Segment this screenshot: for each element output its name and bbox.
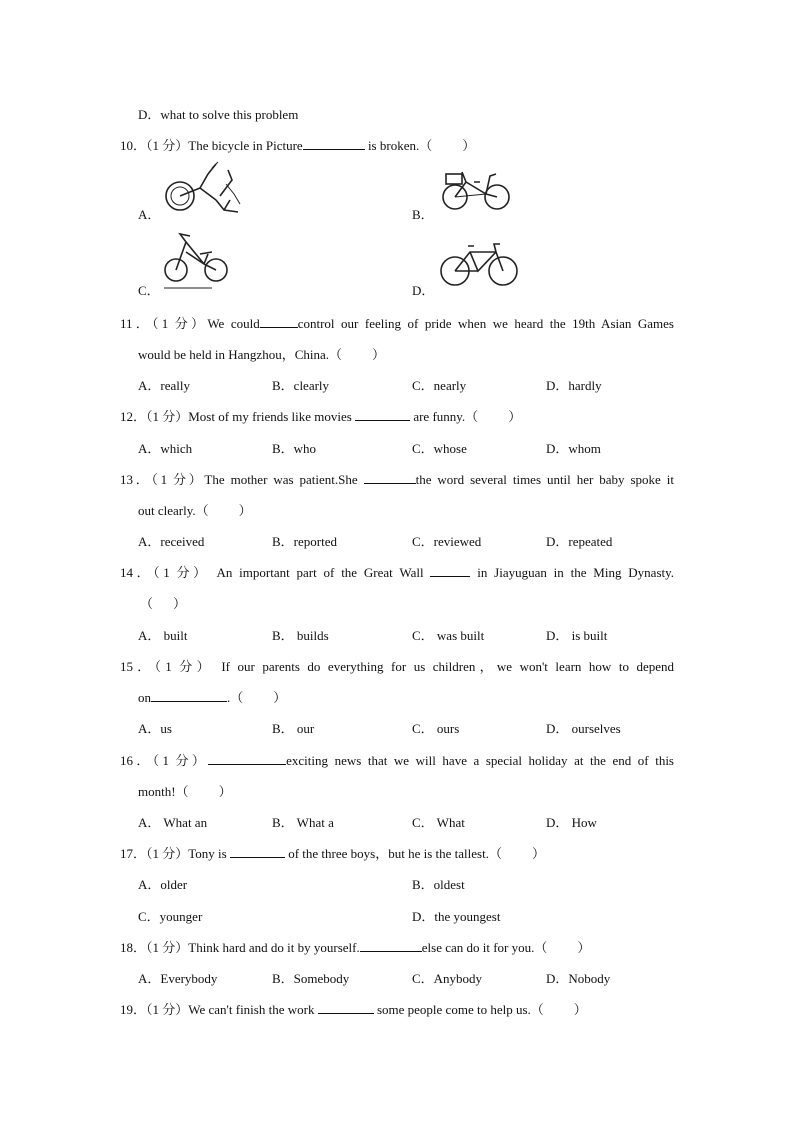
answer-blank: [364, 472, 416, 484]
bicycle-with-basket-icon: [440, 164, 514, 214]
q16-option-d[interactable]: D． How: [546, 815, 597, 830]
q14-option-a[interactable]: A． built: [138, 628, 188, 643]
children-bicycle-icon: [160, 230, 236, 292]
question-10: 10．（1 分）The bicycle in Picture is broken.（ ）: [120, 138, 476, 153]
q17-option-a[interactable]: A．older: [138, 877, 188, 892]
q13-option-d[interactable]: D．repeated: [546, 534, 613, 549]
q18-option-b[interactable]: B．Somebody: [272, 971, 350, 986]
q10-option-c[interactable]: C．: [138, 283, 160, 298]
q13-option-b[interactable]: B．reported: [272, 534, 337, 549]
q15-option-d[interactable]: D． ourselves: [546, 721, 621, 736]
answer-blank: [355, 409, 410, 421]
question-17: 17．（1 分）Tony is of the three boys，but he is the tallest.（ ）: [120, 846, 545, 861]
q15-option-b[interactable]: B． our: [272, 721, 315, 736]
q16-option-a[interactable]: A． What an: [138, 815, 208, 830]
question-13-continued: out clearly.（ ）: [138, 503, 252, 518]
q12-option-d[interactable]: D．whom: [546, 441, 601, 456]
question-11: 11．（1 分）We could control our feeling of pride when we heard the 19th Asian Games: [120, 316, 674, 331]
q10-option-a[interactable]: A．: [138, 207, 161, 222]
q11-option-c[interactable]: C．nearly: [412, 378, 467, 393]
question-14: 14．（1 分） An important part of the Great Wall in Jiayuguan in the Ming Dynasty.: [120, 565, 675, 580]
q17-option-d[interactable]: D．the youngest: [412, 909, 501, 924]
q11-option-d[interactable]: D．hardly: [546, 378, 602, 393]
q16-option-c[interactable]: C． What: [412, 815, 465, 830]
q13-option-c[interactable]: C．reviewed: [412, 534, 482, 549]
question-16: 16．（1 分） exciting news that we will have a special holiday at the end of this: [120, 753, 674, 768]
broken-bicycle-icon: [160, 160, 244, 216]
q12-option-c[interactable]: C．whose: [412, 441, 467, 456]
q12-option-a[interactable]: A．which: [138, 441, 193, 456]
answer-blank: [260, 316, 298, 328]
question-15: 15．（1 分） If our parents do everything for us children，we won't learn how to depend: [120, 659, 674, 674]
q10-option-d[interactable]: D．: [412, 283, 435, 298]
answer-blank: [151, 690, 227, 702]
q18-option-d[interactable]: D．Nobody: [546, 971, 611, 986]
question-14-continued: （ ）: [140, 596, 187, 611]
q15-option-c[interactable]: C． ours: [412, 721, 460, 736]
answer-blank: [318, 1002, 374, 1014]
q14-option-d[interactable]: D． is built: [546, 628, 608, 643]
q18-option-a[interactable]: A．Everybody: [138, 971, 218, 986]
answer-blank: [430, 565, 470, 577]
answer-blank: [230, 846, 285, 858]
prev-option-d: D．what to solve this problem: [138, 107, 299, 122]
question-16-continued: month!（ ）: [138, 784, 232, 799]
q14-option-c[interactable]: C． was built: [412, 628, 485, 643]
question-13: 13．（1 分）The mother was patient.She the word several times until her baby spoke it: [120, 472, 674, 487]
q15-option-a[interactable]: A．us: [138, 721, 172, 736]
question-11-continued: would be held in Hangzhou，China.（ ）: [138, 347, 386, 362]
answer-blank: [208, 753, 286, 765]
question-15-continued: on .（ ）: [138, 690, 287, 705]
q17-option-b[interactable]: B．oldest: [412, 877, 465, 892]
q12-option-b[interactable]: B．who: [272, 441, 317, 456]
answer-blank: [303, 138, 365, 150]
q11-option-b[interactable]: B．clearly: [272, 378, 330, 393]
q16-option-b[interactable]: B． What a: [272, 815, 334, 830]
question-19: 19．（1 分）We can't finish the work some people come to help us.（ ）: [120, 1002, 587, 1017]
q18-option-c[interactable]: C．Anybody: [412, 971, 483, 986]
question-18: 18．（1 分）Think hard and do it by yourself. else can do it for you.（ ）: [120, 940, 591, 955]
answer-blank: [360, 940, 422, 952]
question-12: 12．（1 分）Most of my friends like movies are funny.（ ）: [120, 409, 522, 424]
q17-option-c[interactable]: C．younger: [138, 909, 203, 924]
bicycle-icon: [438, 240, 520, 290]
q14-option-b[interactable]: B． builds: [272, 628, 329, 643]
q10-option-b[interactable]: B．: [412, 207, 434, 222]
q13-option-a[interactable]: A．received: [138, 534, 205, 549]
q11-option-a[interactable]: A．really: [138, 378, 190, 393]
